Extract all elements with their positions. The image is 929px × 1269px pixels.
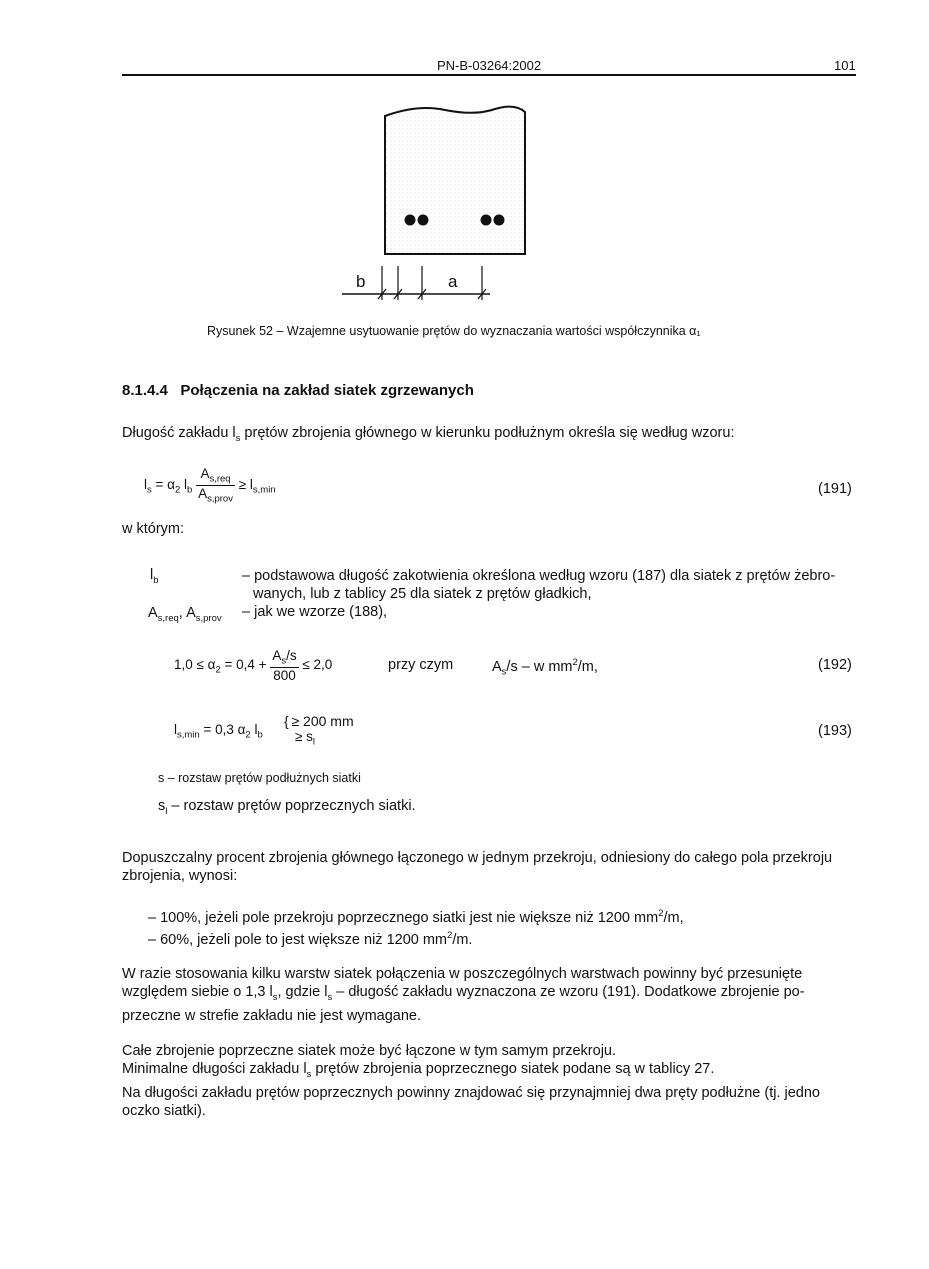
equation-192-number: (192) xyxy=(818,657,852,673)
fraction-as-s: $\frac{A_s/s}{800}$ xyxy=(272,648,297,683)
section-number: 8.1.4.4 xyxy=(122,382,168,399)
bullet-list xyxy=(148,905,684,949)
equation-193-conditions: { ≥ 200 mm ≥ $s_l$ xyxy=(284,713,354,748)
bar-4 xyxy=(494,215,505,226)
intro-paragraph: Długość zakładu $l_s$ prętów zbrojenia głównego w kierunku podłużnym określa się według wzoru: xyxy=(122,425,735,444)
equation-193-number: (193) xyxy=(818,723,852,739)
figure-caption: Rysunek 52 – Wzajemne usytuowanie prętów do wyznaczania wartości współczynnika α₁ xyxy=(207,324,701,338)
fraction-as: $\frac{A_{s,req}}{A_{s,prov}}$ xyxy=(198,466,233,505)
s-definition: s – rozstaw prętów podłużnych siatki xyxy=(158,771,361,785)
figure-label-a: a xyxy=(448,272,458,291)
bullet-60: – 60%, jeżeli pole to jest większe niż 1200 $mm^2/m$. xyxy=(148,929,473,948)
bar-2 xyxy=(418,215,429,226)
sl-definition: $s_l$ – rozstaw prętów poprzecznych siatki. xyxy=(158,798,416,817)
def-lb-symbol: $l_b$ xyxy=(150,567,159,586)
def-as-desc: – jak we wzorze (188), xyxy=(242,604,388,620)
concrete-section xyxy=(385,107,525,254)
paragraph-transverse: Całe zbrojenie poprzeczne siatek może być łączone w tym samym przekroju. Minimalne długości zakładu $l_s$ prętów zbrojenia poprzecznego siatek podane są w tablicy 27. Na długości zakładu prętów poprzecznych powinny znajdować się przynajmniej dwa pręty podłużne (tj. jedno oczko siatki). xyxy=(122,1043,820,1119)
equation-191-number: (191) xyxy=(818,481,852,497)
def-lb-desc: – podstawowa długość zakotwienia określona według wzoru (187) dla siatek z prętów żebro- wanych, lub z tablicy 25 dla siatek z prętów gładkich, xyxy=(242,568,836,602)
section-heading xyxy=(122,382,474,399)
equation-191: $l_s = \alpha_2$ $l_b$ $\frac{A_{s,req}}{A_{s,prov}}$ ≥ $l_{s,min}$ xyxy=(144,466,276,505)
bullet-100: – 100%, jeżeli pole przekroju poprzecznego siatki jest nie większe niż 1200 $mm^2/m$, xyxy=(148,908,684,926)
w-ktorym: w którym: xyxy=(122,521,185,537)
paragraph-layers: W razie stosowania kilku warstw siatek połączenia w poszczególnych warstwach powinny być przesunięte względem siebie o 1,3 $l_s$, gdzie $l_s$ – długość zakładu wyznaczona ze wzoru (191). Dodatkowe zbrojenie po- przeczne w strefie zakładu nie jest wymagane. xyxy=(122,966,805,1024)
bar-1 xyxy=(405,215,416,226)
equation-192-przy: przy czym xyxy=(388,657,454,673)
figure-label-b: b xyxy=(356,272,366,291)
running-header: PN-B-03264:2002 xyxy=(437,58,542,73)
header-rule xyxy=(122,74,856,76)
bar-3 xyxy=(481,215,492,226)
equation-192: $1,0 \le \alpha_2 = 0,4$ + $\frac{A_s/s}{800}$ ≤ 2,0 xyxy=(174,648,333,683)
def-as-symbol: $A_{s,req}$, $A_{s,prov}$ xyxy=(148,605,222,624)
equation-192-units: $A_s/s$ – w $mm^2/m$, xyxy=(492,657,598,678)
paragraph-allowable: Dopuszczalny procent zbrojenia głównego łączonego w jednym przekroju, odniesiony do całego pola przekroju zbrojenia, wynosi: xyxy=(122,850,833,884)
equation-193: $l_{s,min} = 0,3$ $\alpha_2$ $l_b$ xyxy=(174,722,263,741)
section-title: Połączenia na zakład siatek zgrzewanych xyxy=(180,382,474,399)
page-number: 101 xyxy=(834,58,856,73)
